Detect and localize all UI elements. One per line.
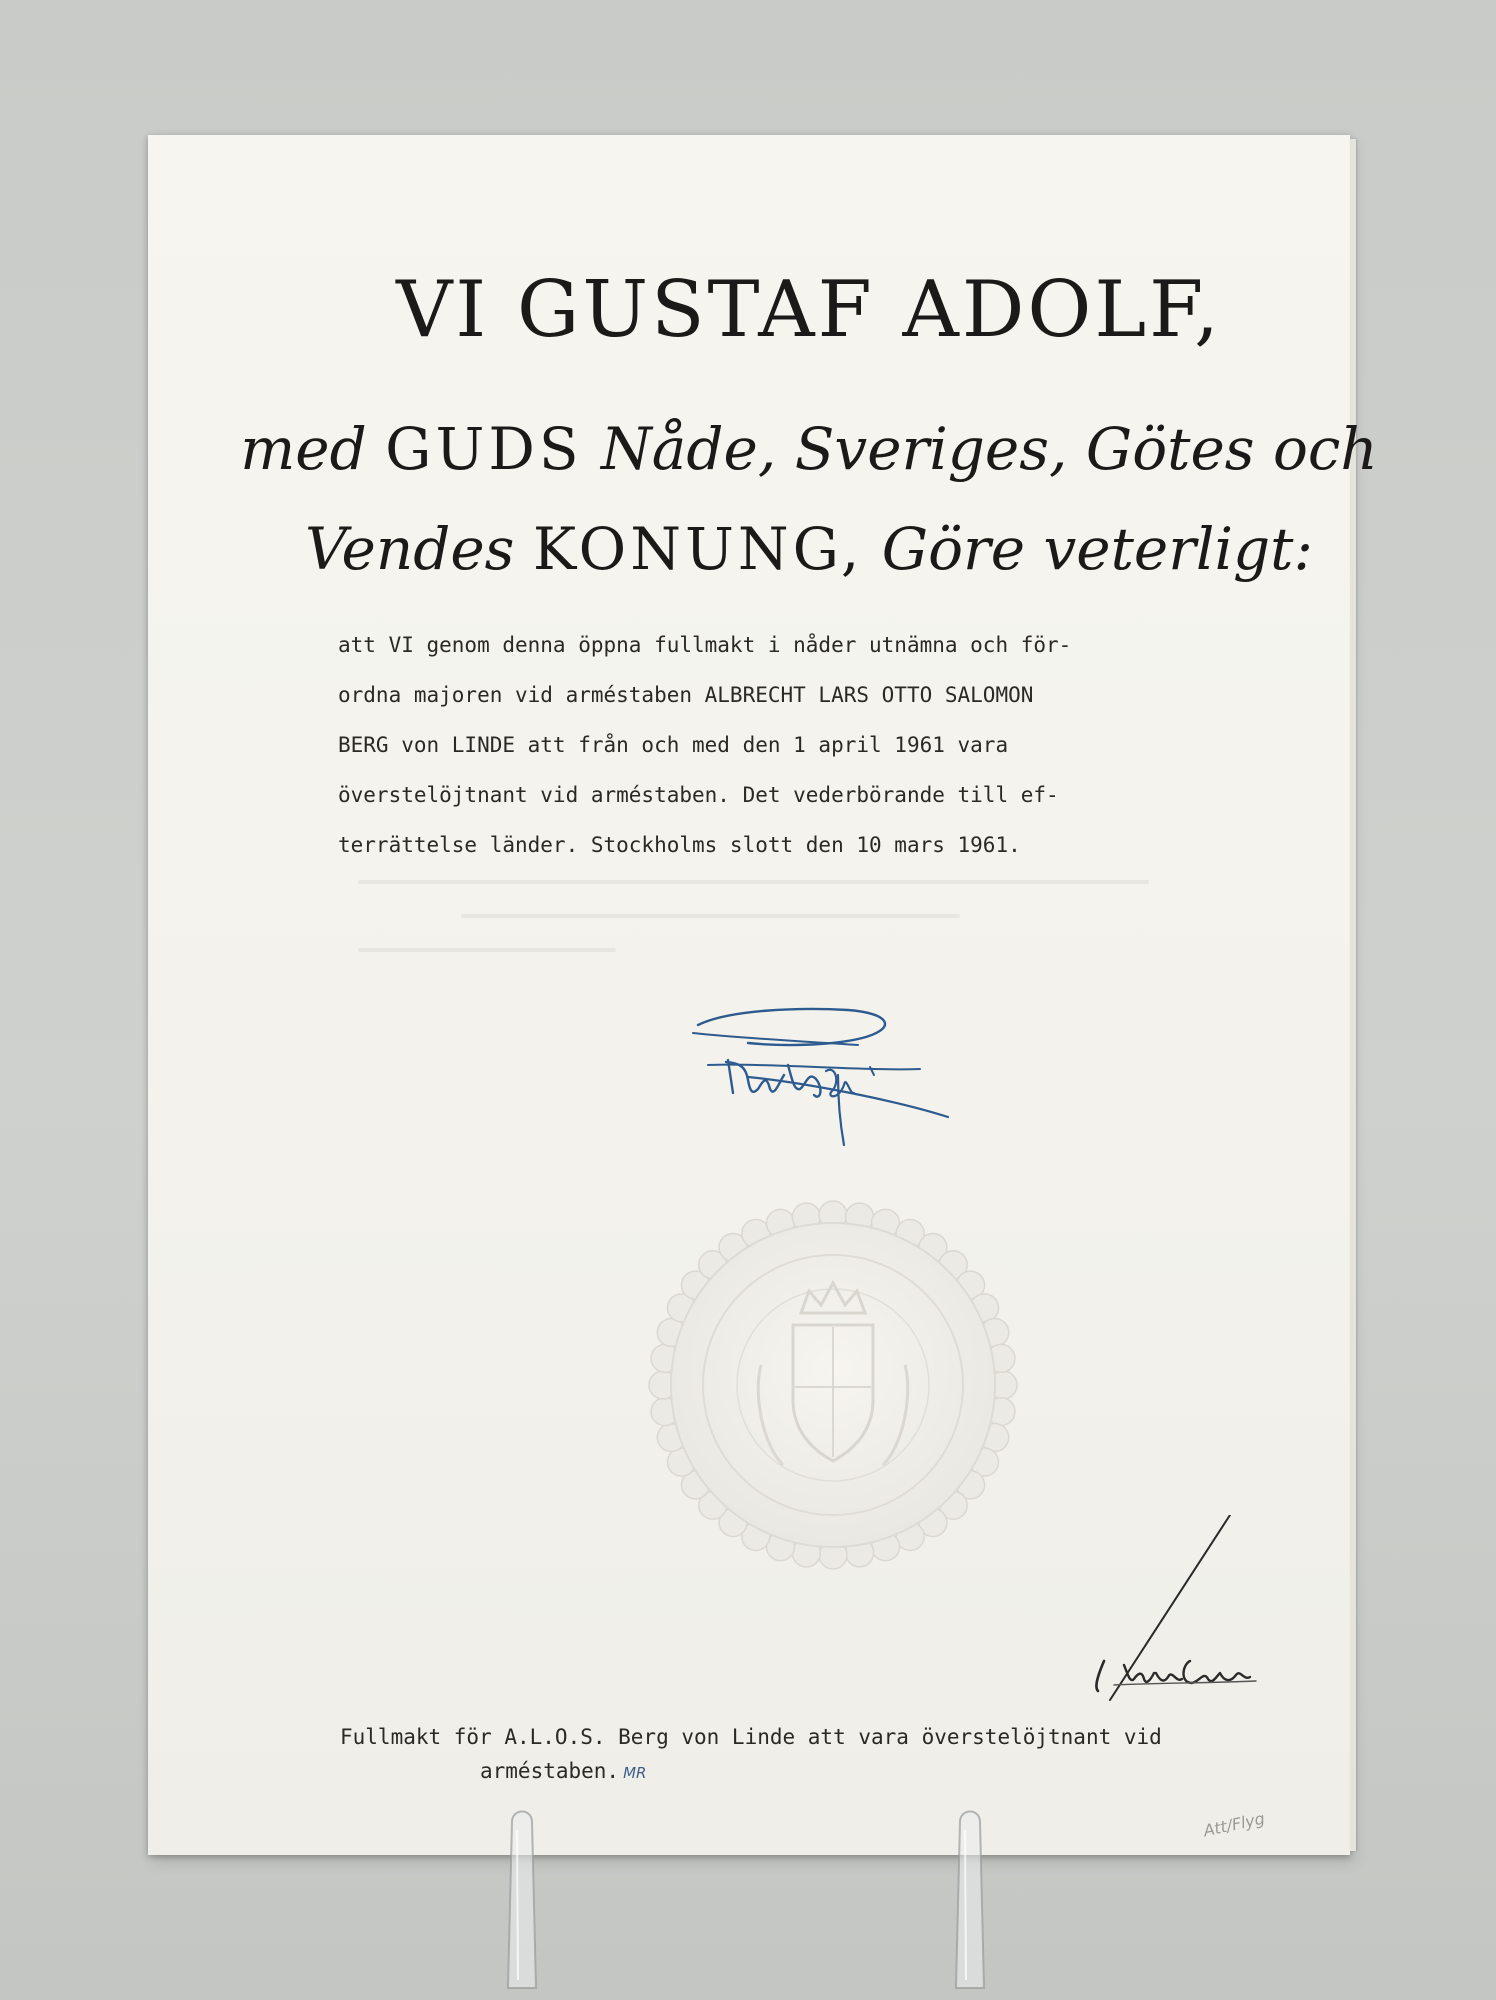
heading-line1: VI GUSTAF ADOLF, <box>396 265 1222 355</box>
body-line: att VI genom denna öppna fullmakt i nåder utnämna och för- <box>338 633 1072 657</box>
footer-note <box>340 1720 1162 1790</box>
footer-line1: Fullmakt för A.L.O.S. Berg von Linde att vara överstelöjtnant vid <box>340 1725 1162 1749</box>
clerk-initials: MR <box>623 1764 647 1782</box>
body-line: terrättelse länder. Stockholms slott den 10 mars 1961. <box>338 833 1021 857</box>
body-paragraph <box>338 620 1218 870</box>
certificate-paper <box>148 135 1378 1855</box>
heading-line2-med: med <box>240 415 367 483</box>
pencil-annotation: Att/Flyg <box>1201 1808 1267 1841</box>
heading-line3-vendes: Vendes <box>304 515 515 583</box>
countersignature <box>938 1515 1258 1705</box>
body-line: överstelöjtnant vid arméstaben. Det vederbörande till ef- <box>338 783 1059 807</box>
heading-line3 <box>208 515 1410 583</box>
body-line: ordna majoren vid arméstaben ALBRECHT LARS OTTO SALOMON <box>338 683 1034 707</box>
body-line: BERG von LINDE att från och med den 1 april 1961 vara <box>338 733 1009 757</box>
footer-line2: arméstaben. <box>480 1759 620 1783</box>
heading-line2 <box>208 415 1410 483</box>
heading-line2-rest: Nåde, Sveriges, Götes och <box>601 415 1378 483</box>
heading-title <box>208 265 1410 355</box>
heading-line3-konung: KONUNG, <box>532 515 864 583</box>
heading-line2-guds: GUDS <box>385 415 583 483</box>
footer-line2-wrap <box>340 1754 1162 1790</box>
royal-signature <box>688 1005 978 1150</box>
heading-line3-rest: Göre veterligt: <box>881 515 1313 583</box>
show-through-text <box>358 880 1218 990</box>
paper-edge <box>1350 139 1356 1851</box>
